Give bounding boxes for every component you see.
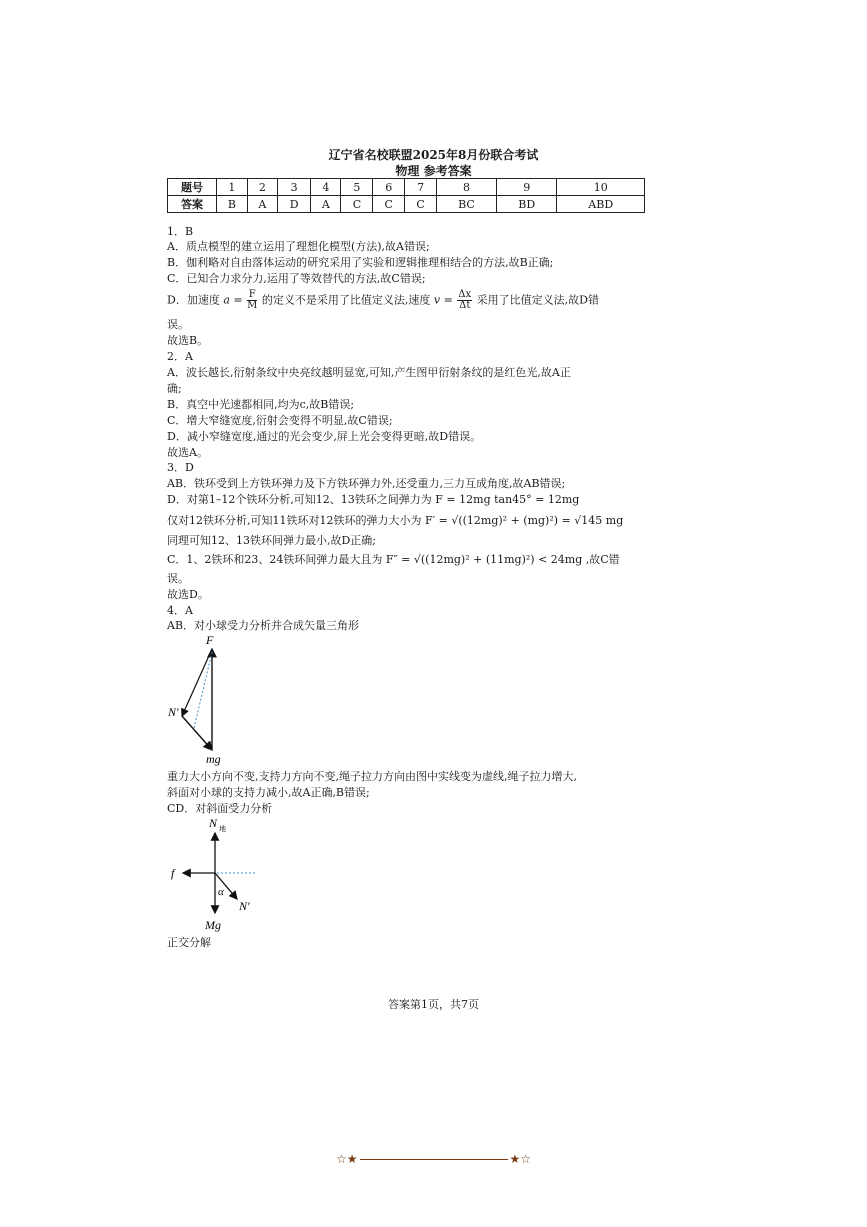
table-cell: C bbox=[341, 196, 373, 213]
star-icon: ★☆ bbox=[509, 1152, 532, 1166]
table-cell: BC bbox=[437, 196, 497, 213]
q2-option-b: B．真空中光速都相同,均为c,故B错误; bbox=[167, 398, 355, 411]
label-n: N′ bbox=[168, 705, 179, 719]
q3-option-ab: AB．铁环受到上方铁环弹力及下方铁环弹力外,还受重力,三力互成角度,故AB错误; bbox=[167, 477, 566, 490]
table-cell: 6 bbox=[373, 179, 405, 196]
table-cell: C bbox=[405, 196, 437, 213]
table-cell: B bbox=[217, 196, 248, 213]
slope-force-diagram bbox=[165, 815, 275, 935]
q1-d-suffix: 采用了比值定义法,故D错 bbox=[476, 293, 599, 307]
table-cell: 4 bbox=[311, 179, 341, 196]
q4-heading: 4．A bbox=[167, 604, 193, 617]
q1-d-vel-fraction bbox=[457, 290, 472, 311]
fraction-numerator: F bbox=[248, 289, 256, 300]
gravity-arrow bbox=[182, 716, 212, 750]
q1-d-middle: 的定义不是采用了比值定义法,速度 bbox=[261, 293, 431, 307]
q4-analysis-line1: 重力大小方向不变,支持力方向不变,绳子拉力方向由图中实线变为虚线,绳子拉力增大, bbox=[167, 770, 577, 783]
answer-row bbox=[168, 196, 645, 213]
q1-d-acc-fraction bbox=[247, 290, 257, 311]
page-footer: 答案第1页，共7页 bbox=[388, 998, 479, 1011]
fraction-denominator: Δt bbox=[459, 300, 471, 311]
q2-conclusion: 故选A。 bbox=[167, 446, 208, 459]
table-cell: C bbox=[373, 196, 405, 213]
q1-heading: 1．B bbox=[167, 225, 194, 238]
exam-title: 辽宁省名校联盟2025年8月份联合考试 bbox=[328, 148, 539, 162]
q1-option-d bbox=[167, 290, 599, 311]
table-cell: 10 bbox=[557, 179, 645, 196]
table-cell: 8 bbox=[437, 179, 497, 196]
q1-conclusion: 故选B。 bbox=[167, 334, 209, 347]
table-cell: A bbox=[247, 196, 277, 213]
q3-option-d-line2: 仅对12铁环分析,可知11铁环对12铁环的弹力大小为 F′ = √((12mg)² + (mg)²) = √145 mg bbox=[167, 514, 624, 527]
normal-force-arrow bbox=[182, 649, 212, 716]
table-cell: D bbox=[278, 196, 311, 213]
row-label: 题号 bbox=[168, 179, 217, 196]
vector-triangle-diagram bbox=[160, 632, 250, 767]
q3-option-d: D．对第1–12个铁环分析,可知12、13铁环之间弹力为 F = 12mg tan45° = 12mg bbox=[167, 493, 580, 506]
fraction-denominator: M bbox=[247, 300, 258, 311]
q2-option-a-continued: 确; bbox=[167, 382, 182, 395]
dashed-tension-line bbox=[194, 652, 212, 728]
q2-heading: 2．A bbox=[167, 350, 193, 363]
q1-option-b: B．伽利略对自由落体运动的研究采用了实验和逻辑推理相结合的方法,故B正确; bbox=[167, 256, 554, 269]
q4-option-cd: CD．对斜面受力分析 bbox=[167, 802, 273, 815]
q4-option-ab: AB．对小球受力分析并合成矢量三角形 bbox=[167, 619, 360, 632]
label-n-subscript: 地 bbox=[219, 825, 226, 833]
label-n-ground: N bbox=[209, 816, 218, 830]
label-alpha: α bbox=[218, 886, 224, 898]
q2-option-d: D．减小窄缝宽度,通过的光会变少,屏上光会变得更暗,故D错误。 bbox=[167, 430, 482, 443]
table-cell: 2 bbox=[247, 179, 277, 196]
q2-option-a: A．波长越长,衍射条纹中央亮纹越明显宽,可知,产生图甲衍射条纹的是红色光,故A正 bbox=[167, 366, 571, 379]
table-cell: A bbox=[311, 196, 341, 213]
q3-heading: 3．D bbox=[167, 461, 194, 474]
label-mg: mg bbox=[206, 752, 221, 766]
q3-conclusion: 故选D。 bbox=[167, 588, 209, 601]
table-cell: 1 bbox=[217, 179, 248, 196]
q1-d-continued: 误。 bbox=[167, 318, 189, 331]
divider-line bbox=[360, 1159, 508, 1160]
label-n-prime: N′ bbox=[239, 899, 250, 913]
q1-d-vel-symbol: v = bbox=[433, 293, 453, 307]
decorative-star-bar bbox=[0, 1152, 867, 1166]
q1-option-a: A．质点模型的建立运用了理想化模型(方法),故A错误; bbox=[167, 240, 430, 253]
table-cell: ABD bbox=[557, 196, 645, 213]
label-mg-capital: Mg bbox=[205, 918, 221, 932]
q3-option-d-line3: 同理可知12、13铁环间弹力最小,故D正确; bbox=[167, 534, 377, 547]
label-f: F bbox=[206, 633, 214, 647]
q4-analysis-line2: 斜面对小球的支持力减小,故A正确,B错误; bbox=[167, 786, 370, 799]
q1-d-prefix: D．加速度 bbox=[167, 293, 220, 307]
label-f-friction: f bbox=[171, 866, 175, 880]
q1-d-acc-symbol: a = bbox=[223, 293, 243, 307]
q3-option-c-continued: 误。 bbox=[167, 572, 189, 585]
q3-option-c: C．1、2铁环和23、24铁环间弹力最大且为 F″ = √((12mg)² + (11mg)²) < 24mg ,故C错 bbox=[167, 553, 620, 566]
question-number-row bbox=[168, 179, 645, 196]
table-cell: 7 bbox=[405, 179, 437, 196]
table-cell: 9 bbox=[496, 179, 557, 196]
fraction-numerator: Δx bbox=[458, 289, 472, 300]
star-icon: ☆★ bbox=[335, 1152, 358, 1166]
table-cell: 5 bbox=[341, 179, 373, 196]
q1-option-c: C．已知合力求分力,运用了等效替代的方法,故C错误; bbox=[167, 272, 426, 285]
q4-conclusion: 正交分解 bbox=[167, 936, 211, 949]
table-cell: BD bbox=[496, 196, 557, 213]
page-subtitle: 物理 参考答案 bbox=[395, 164, 472, 178]
table-cell: 3 bbox=[278, 179, 311, 196]
row-label: 答案 bbox=[168, 196, 217, 213]
answer-table bbox=[167, 178, 645, 213]
q2-option-c: C．增大窄缝宽度,衍射会变得不明显,故C错误; bbox=[167, 414, 393, 427]
